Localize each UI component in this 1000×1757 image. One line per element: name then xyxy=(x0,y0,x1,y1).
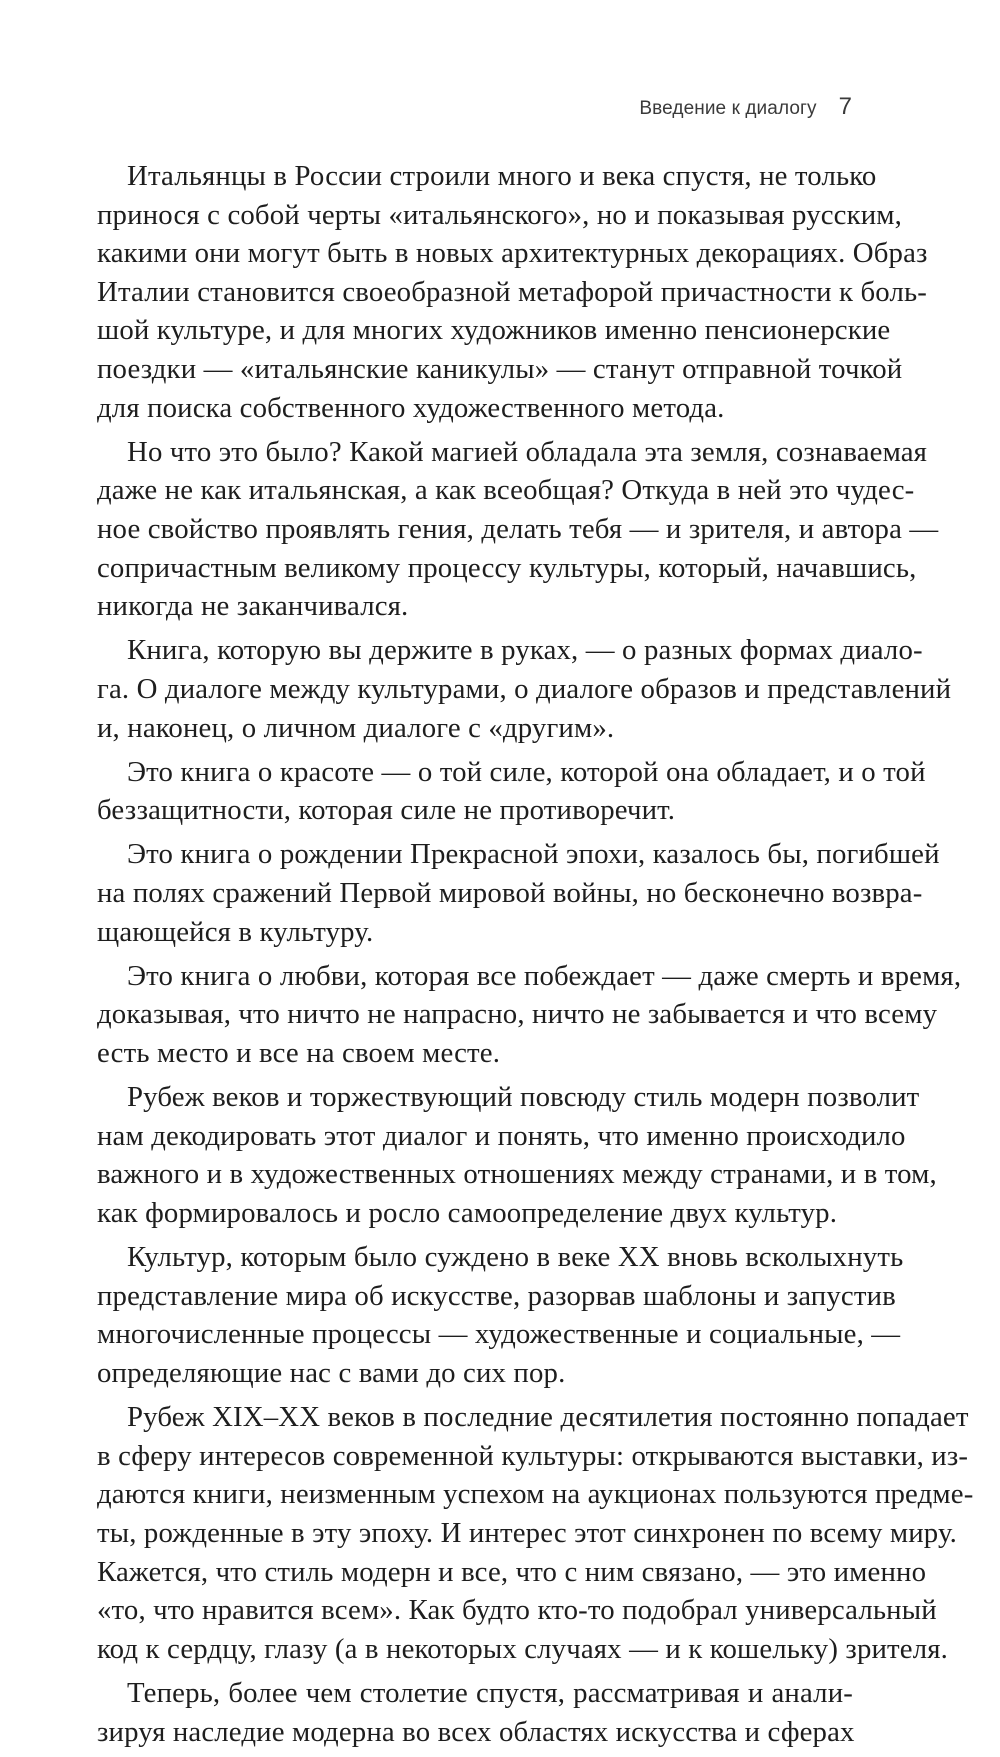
paragraph xyxy=(97,1078,937,1232)
text-line: как формировалось и росло самоопределение двух культур. xyxy=(97,1197,838,1229)
text-line: беззащитности, которая силе не противоречит. xyxy=(97,794,676,827)
paragraph xyxy=(97,1674,853,1751)
text-line: Рубеж веков и торжествующий повсюду стиль модерн позволит xyxy=(127,1081,920,1114)
running-title: Введение к диалогу xyxy=(639,98,817,119)
text-line: для поиска собственного художественного метода. xyxy=(97,391,725,424)
paragraph xyxy=(97,433,939,626)
text-line: Итальянцы в России строили много и века спустя, не только xyxy=(127,160,877,192)
paragraph xyxy=(97,835,940,951)
text-line: поездки — «итальянские каникулы» — станут отправной точкой xyxy=(97,352,903,385)
text-line: сопричастным великому процессу культуры, который, начавшись, xyxy=(97,551,917,584)
text-line: какими они могут быть в новых архитектурных декорациях. Образ xyxy=(97,237,928,270)
text-line: Теперь, более чем столетие спустя, рассматривая и анали- xyxy=(127,1676,853,1709)
text-line: принося с собой черты «итальянского», но и показывая русским, xyxy=(97,198,903,231)
text-line: важного и в художественных отношениях между странами, и в том, xyxy=(97,1158,937,1191)
text-line: Но что это было? Какой магией обладала эта земля, сознаваемая xyxy=(127,435,928,468)
text-line: никогда не заканчивался. xyxy=(97,590,409,623)
text-line: есть место и все на своем месте. xyxy=(97,1037,501,1070)
text-line: Кажется, что стиль модерн и все, что с ним связано, — это именно xyxy=(97,1555,927,1588)
text-line: Это книга о любви, которая все побеждает — даже смерть и время, xyxy=(127,959,962,992)
paragraph xyxy=(97,631,952,747)
text-line: Культур, которым было суждено в веке XX вновь всколыхнуть xyxy=(127,1241,904,1274)
text-line: «то, что нравится всем». Как будто кто-то подобрал универсальный xyxy=(97,1594,937,1627)
body-text xyxy=(97,157,974,1757)
text-line: даже не как итальянская, а как всеобщая? Откуда в ней это чудес- xyxy=(97,474,915,507)
text-line: щающейся в культуру. xyxy=(97,915,374,948)
text-line: Рубеж XIX–XX веков в последние десятилетия постоянно попадает xyxy=(127,1401,969,1434)
text-line: Это книга о рождении Прекрасной эпохи, казалось бы, погибшей xyxy=(127,838,940,871)
paragraph xyxy=(97,753,926,830)
text-line: доказывая, что ничто не напрасно, ничто не забывается и что всему xyxy=(97,998,938,1031)
text-line: и, наконец, о личном диалоге с «другим». xyxy=(97,711,615,744)
text-line: на полях сражений Первой мировой войны, но бесконечно возвра- xyxy=(97,877,923,910)
text-line: в сферу интересов современной культуры: открываются выставки, из- xyxy=(97,1439,969,1472)
paragraph xyxy=(97,157,928,427)
text-line: шой культуре, и для многих художников именно пенсионерские xyxy=(97,314,891,347)
text-line: многочисленные процессы — художественные и социальные, — xyxy=(97,1318,901,1351)
text-line: ты, рожденные в эту эпоху. И интерес этот синхронен по всему миру. xyxy=(97,1516,957,1549)
text-line: га. О диалоге между культурами, о диалоге образов и представлений xyxy=(97,672,952,705)
paragraph xyxy=(97,1238,904,1392)
text-line: Книга, которую вы держите в руках, — о разных формах диало- xyxy=(127,634,923,667)
text-line: Это книга о красоте — о той силе, которой она обладает, и о той xyxy=(127,755,926,788)
text-line: представление мира об искусстве, разорвав шаблоны и запустив xyxy=(97,1279,896,1312)
text-line: даются книги, неизменным успехом на аукционах пользуются предме- xyxy=(97,1478,974,1511)
page-number: 7 xyxy=(838,93,852,120)
paragraph xyxy=(97,957,962,1073)
text-line: ное свойство проявлять гения, делать тебя — и зрителя, и автора — xyxy=(97,512,939,545)
text-line: зируя наследие модерна во всех областях искусства и сферах xyxy=(97,1715,855,1748)
text-line: определяющие нас с вами до сих пор. xyxy=(97,1356,566,1389)
running-head xyxy=(639,93,852,121)
paragraph xyxy=(97,1398,974,1668)
text-line: нам декодировать этот диалог и понять, что именно происходило xyxy=(97,1119,906,1152)
text-line: код к сердцу, глазу (а в некоторых случаях — и к кошельку) зрителя. xyxy=(97,1632,948,1665)
text-line: Италии становится своеобразной метафорой причастности к боль- xyxy=(97,275,928,308)
